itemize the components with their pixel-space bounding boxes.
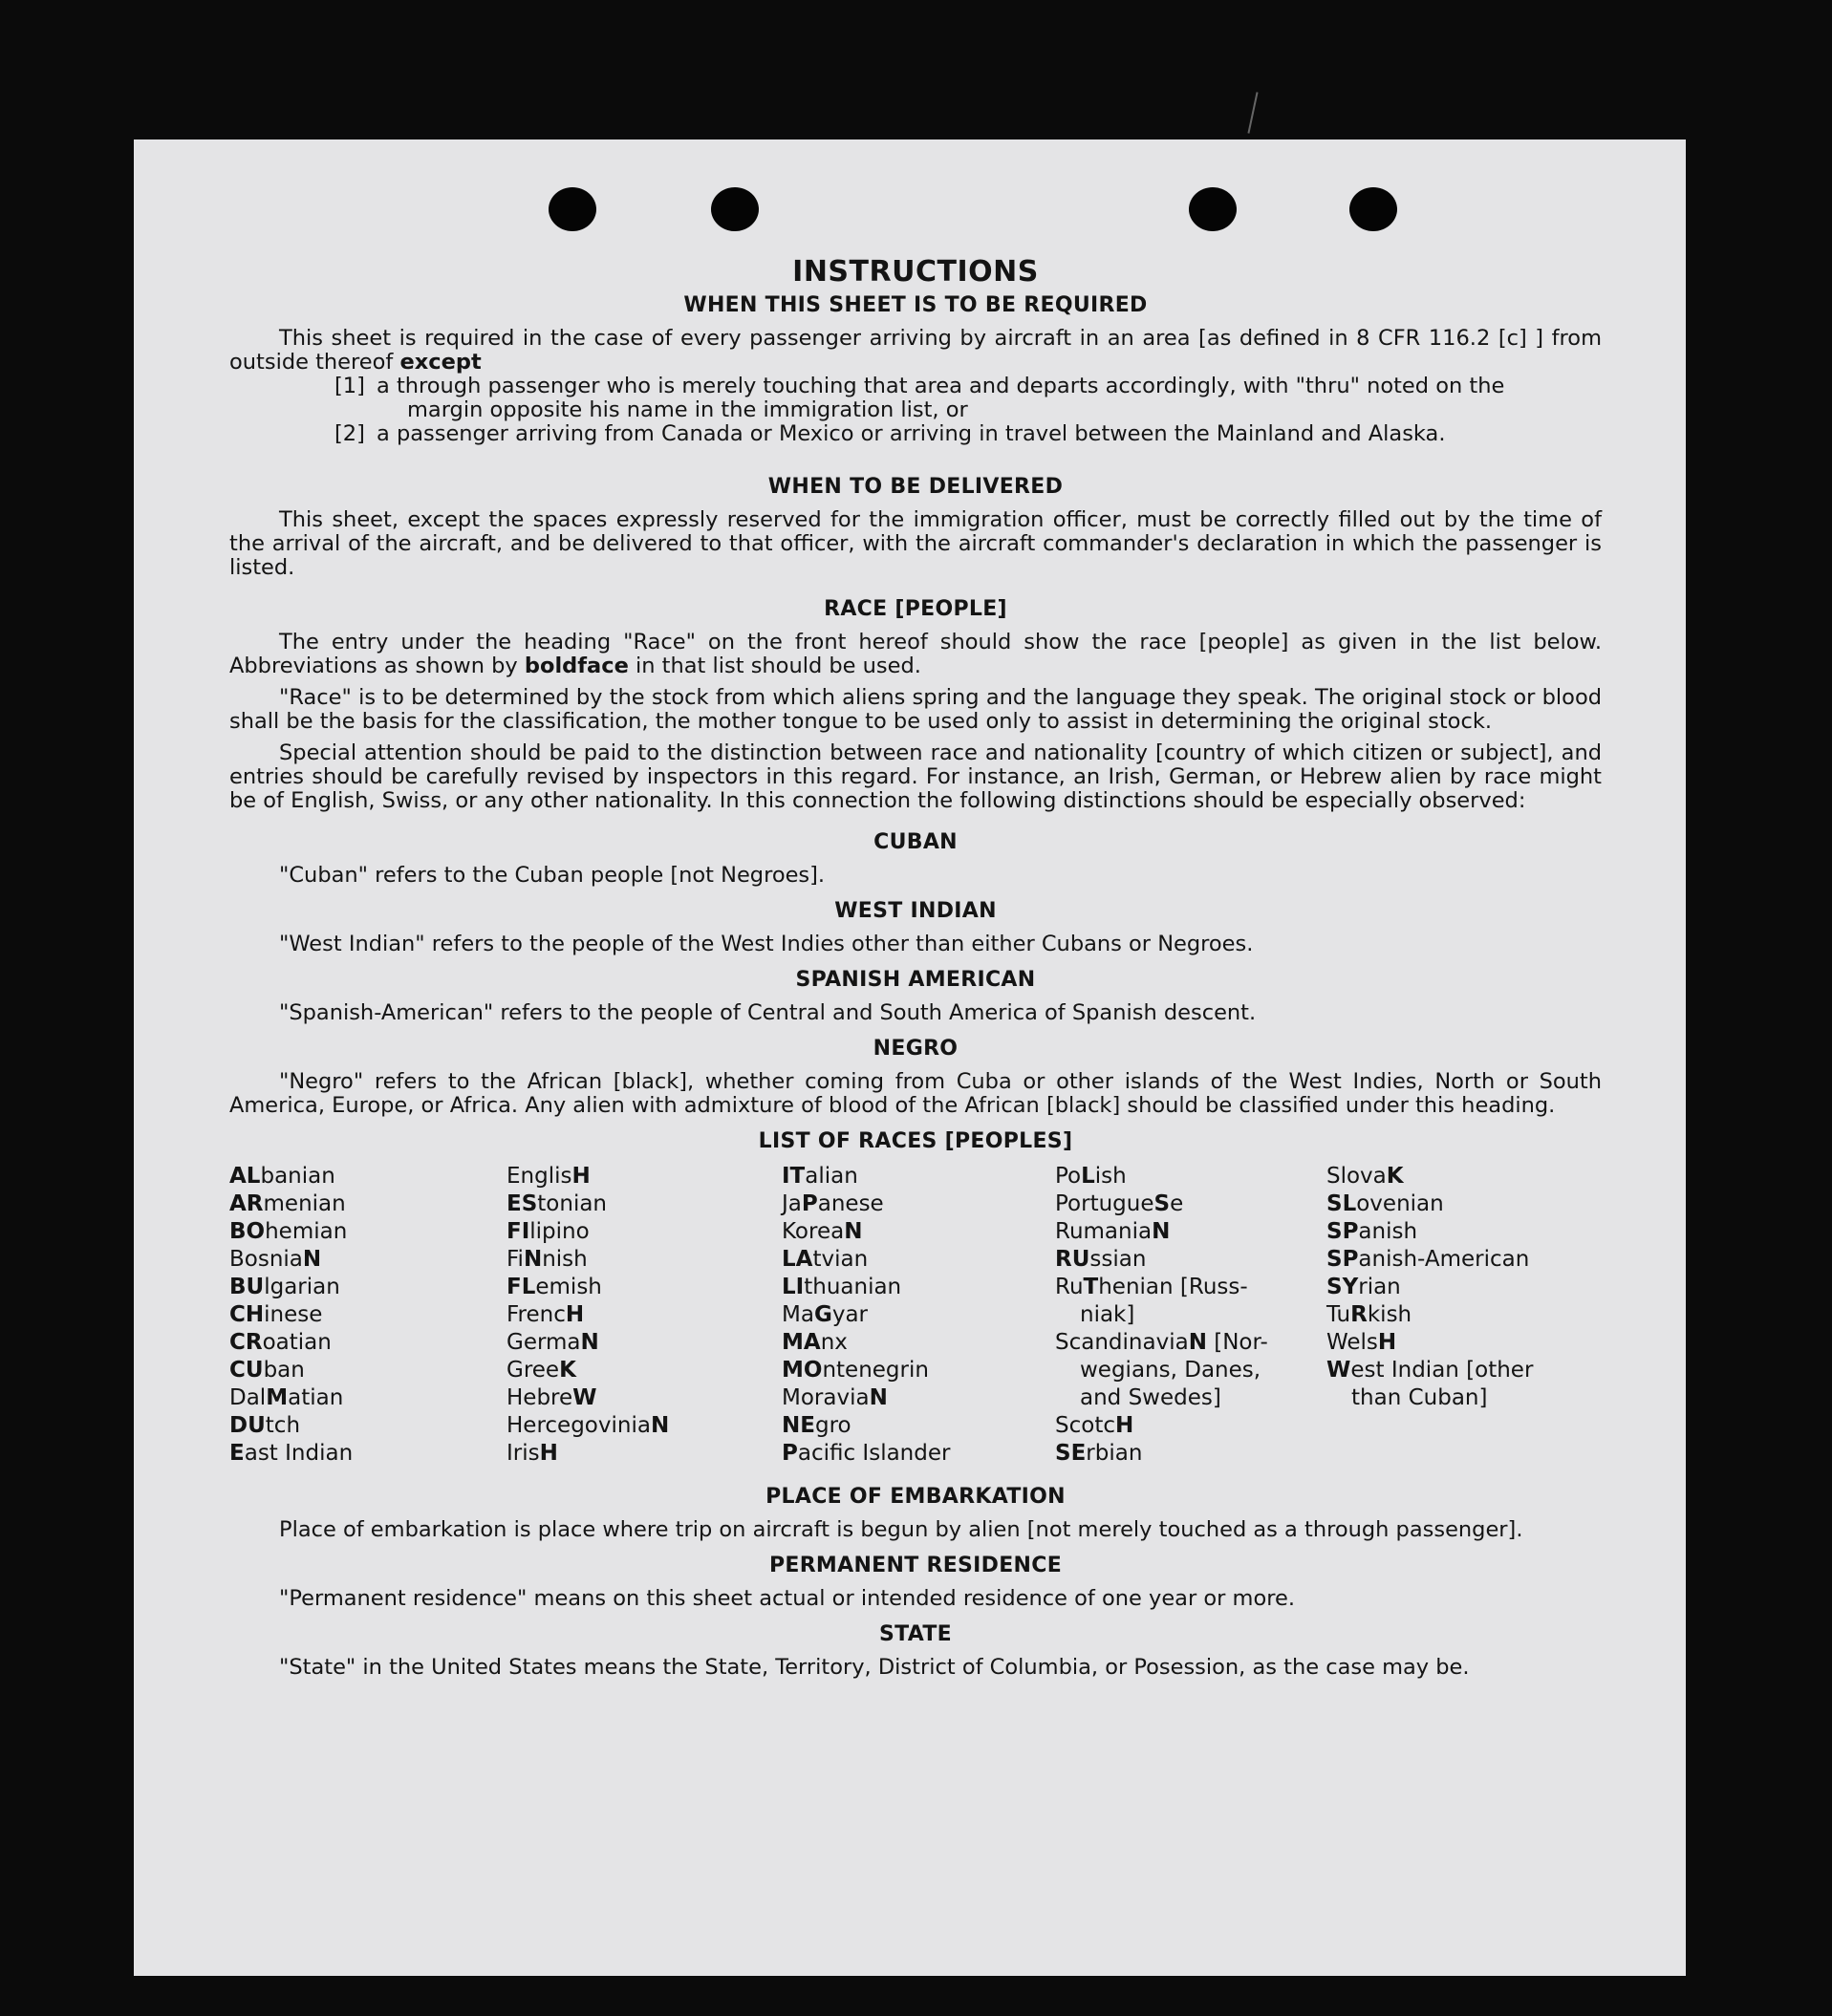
race-entry bbox=[1055, 1440, 1326, 1468]
race-entry bbox=[506, 1218, 782, 1246]
race-abbreviation: LI bbox=[782, 1275, 805, 1299]
race-name-text: anish-American bbox=[1358, 1247, 1530, 1272]
race-entry bbox=[1326, 1329, 1575, 1357]
race-name-text: lipino bbox=[529, 1219, 590, 1244]
race-entry bbox=[506, 1329, 782, 1357]
race-name-text: and Swedes] bbox=[1080, 1385, 1221, 1410]
race-name-text: Fi bbox=[506, 1247, 524, 1272]
race-name-text: hemian bbox=[265, 1219, 348, 1244]
race-entry bbox=[506, 1384, 782, 1412]
race-abbreviation: S bbox=[1153, 1191, 1171, 1216]
race-entry bbox=[1326, 1246, 1575, 1274]
race-name-text: than Cuban] bbox=[1351, 1385, 1488, 1410]
when-required-intro bbox=[229, 327, 1602, 375]
race-name-text: tonian bbox=[537, 1191, 608, 1216]
race-entry bbox=[229, 1274, 506, 1301]
intro-text: This sheet is required in the case of every passenger arriving by aircraft in an area [as defined in 8 CFR 116.2 [c] ] from outside thereof bbox=[229, 326, 1602, 375]
race-entry bbox=[1326, 1301, 1575, 1329]
race-abbreviation: N bbox=[580, 1330, 599, 1355]
race-name-text: anish bbox=[1358, 1219, 1418, 1244]
race-abbreviation: N bbox=[523, 1247, 543, 1272]
race-name-text: banian bbox=[260, 1164, 335, 1189]
state-text: "State" in the United States means the State, Territory, District of Columbia, or Posession, as the case may be. bbox=[279, 1655, 1470, 1680]
race-column-4 bbox=[1055, 1163, 1326, 1468]
item-text-continuation: margin opposite his name in the immigration list, or bbox=[407, 397, 968, 422]
race-entry bbox=[1055, 1384, 1326, 1412]
race-paragraph-2: "Race" is to be determined by the stock from which aliens spring and the language they speak. The original stock or blood shall be the basis for the classification, the mother tongue to be used only to assist in determining the original stock. bbox=[229, 685, 1602, 734]
page-title: INSTRUCTIONS bbox=[792, 255, 1039, 289]
race-entry bbox=[1326, 1218, 1575, 1246]
race-entry bbox=[1055, 1301, 1326, 1329]
race-entry bbox=[506, 1440, 782, 1468]
race-entry bbox=[506, 1274, 782, 1301]
race-abbreviation: MO bbox=[782, 1358, 823, 1383]
race-name-text: niak] bbox=[1080, 1302, 1135, 1327]
race-abbreviation: N bbox=[844, 1219, 863, 1244]
binder-hole bbox=[1189, 187, 1237, 231]
section-heading-residence: PERMANENT RESIDENCE bbox=[768, 1554, 1063, 1577]
race-abbreviation: NE bbox=[782, 1413, 815, 1438]
race-name-text: wegians, Danes, bbox=[1080, 1358, 1261, 1383]
race-entry bbox=[782, 1384, 1055, 1412]
race-name-text: Moravia bbox=[782, 1385, 870, 1410]
race-name-text: [Nor- bbox=[1206, 1330, 1268, 1355]
race-name-text: Ja bbox=[782, 1191, 802, 1216]
race-name-text: Hercegovinia bbox=[506, 1413, 651, 1438]
race-entry bbox=[782, 1190, 1055, 1218]
race-abbreviation: P bbox=[801, 1191, 818, 1216]
cuban-text: "Cuban" refers to the Cuban people [not Negroes]. bbox=[279, 863, 826, 888]
race-name-text: rbian bbox=[1086, 1441, 1143, 1466]
item-text: a passenger arriving from Canada or Mexico or arriving in travel between the Mainland and Alaska. bbox=[377, 421, 1446, 446]
race-entry bbox=[229, 1301, 506, 1329]
race-name-text: Wels bbox=[1326, 1330, 1378, 1355]
race-entry bbox=[1055, 1218, 1326, 1246]
instruction-sheet bbox=[134, 139, 1686, 1976]
race-name-text: Po bbox=[1055, 1164, 1082, 1189]
race-abbreviation: FL bbox=[506, 1275, 536, 1299]
race-entry bbox=[782, 1218, 1055, 1246]
race-name-text: gro bbox=[814, 1413, 851, 1438]
race-column-5 bbox=[1326, 1163, 1575, 1468]
race-name-text: Portugue bbox=[1055, 1191, 1154, 1216]
race-entry bbox=[506, 1357, 782, 1384]
section-heading-negro: NEGRO bbox=[873, 1037, 959, 1061]
race-name-text: ntenegrin bbox=[822, 1358, 929, 1383]
race-name-text: Scandinavia bbox=[1055, 1330, 1189, 1355]
race-name-text: alian bbox=[805, 1164, 858, 1189]
race-abbreviation: SL bbox=[1326, 1191, 1357, 1216]
race-abbreviation: IT bbox=[782, 1164, 806, 1189]
race-name-text: Bosnia bbox=[229, 1247, 303, 1272]
race-name-text: ovenian bbox=[1356, 1191, 1444, 1216]
race-abbreviation: N bbox=[302, 1247, 322, 1272]
race-entry bbox=[782, 1274, 1055, 1301]
race-entry bbox=[1326, 1163, 1575, 1190]
race-name-text: ssian bbox=[1089, 1247, 1147, 1272]
race-abbreviation: H bbox=[571, 1164, 591, 1189]
negro-text: "Negro" refers to the African [black], whether coming from Cuba or other islands of the West Indies, North or South America, Europe, or Africa. Any alien with admixture of blood of the African [black] should be classified under this heading. bbox=[229, 1069, 1602, 1118]
binder-hole bbox=[549, 187, 596, 231]
race-name-text: Ma bbox=[782, 1302, 814, 1327]
section-heading-spanish-american: SPANISH AMERICAN bbox=[795, 968, 1036, 992]
race-name-text: anese bbox=[817, 1191, 884, 1216]
race-name-text: ban bbox=[263, 1358, 305, 1383]
race-abbreviation: SP bbox=[1326, 1219, 1359, 1244]
except-bold: except bbox=[399, 350, 482, 375]
section-heading-list-of-races: LIST OF RACES [PEOPLES] bbox=[758, 1129, 1073, 1153]
race-p1-text-end: in that list should be used. bbox=[635, 654, 921, 678]
race-column-2 bbox=[506, 1163, 782, 1468]
race-name-text: henian [Russ- bbox=[1098, 1275, 1248, 1299]
item-number: [2] bbox=[334, 421, 365, 446]
race-list bbox=[229, 1163, 1602, 1468]
spanish-american-text: "Spanish-American" refers to the people of Central and South America of Spanish descent. bbox=[279, 1000, 1257, 1025]
race-name-text: nx bbox=[820, 1330, 848, 1355]
race-entry bbox=[229, 1412, 506, 1440]
section-heading-embarkation: PLACE OF EMBARKATION bbox=[765, 1485, 1066, 1509]
race-abbreviation: W bbox=[1326, 1358, 1351, 1383]
race-abbreviation: P bbox=[782, 1441, 798, 1466]
race-name-text: Ru bbox=[1055, 1275, 1084, 1299]
race-p1-text: The entry under the heading "Race" on the front hereof should show the race [people] as given in the list below. Abbreviations as shown by bbox=[229, 630, 1602, 678]
race-entry bbox=[782, 1163, 1055, 1190]
race-name-text: menian bbox=[263, 1191, 346, 1216]
section-heading-west-indian: WEST INDIAN bbox=[834, 899, 997, 923]
residence-text: "Permanent residence" means on this sheet actual or intended residence of one year or more. bbox=[279, 1586, 1295, 1611]
race-abbreviation: ES bbox=[506, 1191, 538, 1216]
race-entry bbox=[782, 1329, 1055, 1357]
race-entry bbox=[1055, 1412, 1326, 1440]
race-abbreviation: N bbox=[1188, 1330, 1207, 1355]
race-name-text: e bbox=[1170, 1191, 1184, 1216]
race-abbreviation: W bbox=[572, 1385, 597, 1410]
binder-hole bbox=[711, 187, 759, 231]
race-entry bbox=[782, 1440, 1055, 1468]
race-paragraph-1 bbox=[229, 631, 1602, 678]
race-entry bbox=[782, 1301, 1055, 1329]
race-entry bbox=[1326, 1384, 1575, 1412]
race-entry bbox=[229, 1163, 506, 1190]
race-abbreviation: E bbox=[229, 1441, 245, 1466]
race-name-text: Gree bbox=[506, 1358, 560, 1383]
section-heading-state: STATE bbox=[879, 1622, 952, 1646]
race-entry bbox=[1055, 1357, 1326, 1384]
embarkation-text: Place of embarkation is place where trip on aircraft is begun by alien [not merely touched as a through passenger]. bbox=[279, 1517, 1523, 1542]
race-name-text: Englis bbox=[506, 1164, 572, 1189]
race-paragraph-3: Special attention should be paid to the distinction between race and nationality [country of which citizen or subject], and entries should be carefully revised by inspectors in this regard. For instance, an Irish, German, or Hebrew alien by race might be of English, Swiss, or any other nationality. In this connection the following distinctions should be especially observed: bbox=[229, 740, 1602, 813]
race-name-text: Dal bbox=[229, 1385, 267, 1410]
race-entry bbox=[506, 1190, 782, 1218]
race-entry bbox=[1055, 1246, 1326, 1274]
race-abbreviation: CR bbox=[229, 1330, 263, 1355]
race-abbreviation: H bbox=[539, 1441, 558, 1466]
race-name-text: acific Islander bbox=[797, 1441, 951, 1466]
race-entry bbox=[1326, 1274, 1575, 1301]
race-entry bbox=[1326, 1190, 1575, 1218]
race-entry bbox=[782, 1357, 1055, 1384]
race-entry bbox=[506, 1246, 782, 1274]
race-name-text: nish bbox=[542, 1247, 588, 1272]
race-abbreviation: BU bbox=[229, 1275, 265, 1299]
race-name-text: Iris bbox=[506, 1441, 540, 1466]
race-abbreviation: SP bbox=[1326, 1247, 1359, 1272]
race-name-text: Rumania bbox=[1055, 1219, 1153, 1244]
race-abbreviation: CU bbox=[229, 1358, 264, 1383]
race-name-text: oatian bbox=[262, 1330, 332, 1355]
race-name-text: Germa bbox=[506, 1330, 581, 1355]
exception-item-2 bbox=[334, 422, 1602, 446]
section-heading-when-delivered: WHEN TO BE DELIVERED bbox=[767, 475, 1064, 499]
race-entry bbox=[229, 1329, 506, 1357]
race-name-text: Korea bbox=[782, 1219, 845, 1244]
race-name-text: ish bbox=[1094, 1164, 1127, 1189]
race-entry bbox=[1055, 1163, 1326, 1190]
race-name-text: emish bbox=[535, 1275, 602, 1299]
race-name-text: Hebre bbox=[506, 1385, 573, 1410]
race-entry bbox=[506, 1301, 782, 1329]
item-text-line: a through passenger who is merely touching that area and departs accordingly, with "thru" noted on the bbox=[377, 374, 1505, 398]
race-entry bbox=[229, 1440, 506, 1468]
race-name-text: rian bbox=[1358, 1275, 1401, 1299]
section-heading-cuban: CUBAN bbox=[873, 830, 958, 854]
race-abbreviation: H bbox=[1114, 1413, 1134, 1438]
race-entry bbox=[506, 1163, 782, 1190]
race-name-text: kish bbox=[1367, 1302, 1412, 1327]
race-name-text: tvian bbox=[812, 1247, 869, 1272]
race-column-3 bbox=[782, 1163, 1055, 1468]
race-abbreviation: G bbox=[813, 1302, 832, 1327]
race-abbreviation: AL bbox=[229, 1164, 261, 1189]
race-entry bbox=[1055, 1329, 1326, 1357]
race-abbreviation: K bbox=[1386, 1164, 1404, 1189]
instructions-body bbox=[229, 255, 1602, 1680]
race-name-text: lgarian bbox=[264, 1275, 340, 1299]
race-abbreviation: L bbox=[1081, 1164, 1095, 1189]
section-heading-race: RACE [PEOPLE] bbox=[824, 597, 1007, 621]
item-text bbox=[377, 375, 1602, 422]
race-entry bbox=[229, 1357, 506, 1384]
section-heading-when-required: WHEN THIS SHEET IS TO BE REQUIRED bbox=[683, 293, 1148, 317]
race-abbreviation: H bbox=[1377, 1330, 1397, 1355]
race-abbreviation: MA bbox=[782, 1330, 821, 1355]
race-abbreviation: SY bbox=[1326, 1275, 1359, 1299]
race-abbreviation: N bbox=[650, 1413, 670, 1438]
race-name-text: Tu bbox=[1326, 1302, 1351, 1327]
race-abbreviation: CH bbox=[229, 1302, 265, 1327]
race-abbreviation: K bbox=[559, 1358, 576, 1383]
race-entry bbox=[229, 1246, 506, 1274]
race-abbreviation: R bbox=[1350, 1302, 1368, 1327]
race-name-text: inese bbox=[264, 1302, 323, 1327]
race-name-text: ast Indian bbox=[244, 1441, 354, 1466]
race-entry bbox=[782, 1246, 1055, 1274]
race-abbreviation: FI bbox=[506, 1219, 530, 1244]
race-abbreviation: T bbox=[1083, 1275, 1099, 1299]
exception-item-1 bbox=[334, 375, 1602, 422]
item-number: [1] bbox=[334, 374, 365, 398]
race-name-text: Scotc bbox=[1055, 1413, 1115, 1438]
race-entry bbox=[1326, 1357, 1575, 1384]
race-abbreviation: H bbox=[565, 1302, 585, 1327]
race-name-text: yar bbox=[831, 1302, 869, 1327]
race-entry bbox=[782, 1412, 1055, 1440]
race-entry bbox=[229, 1384, 506, 1412]
race-abbreviation: DU bbox=[229, 1413, 266, 1438]
race-name-text: est Indian [other bbox=[1350, 1358, 1534, 1383]
race-abbreviation: LA bbox=[782, 1247, 813, 1272]
west-indian-text: "West Indian" refers to the people of the West Indies other than either Cubans or Negroes. bbox=[279, 932, 1254, 956]
race-abbreviation: SE bbox=[1055, 1441, 1087, 1466]
race-name-text: thuanian bbox=[804, 1275, 902, 1299]
race-entry bbox=[229, 1190, 506, 1218]
race-name-text: Slova bbox=[1326, 1164, 1387, 1189]
race-abbreviation: RU bbox=[1055, 1247, 1090, 1272]
race-column-1 bbox=[229, 1163, 506, 1468]
race-abbreviation: BO bbox=[229, 1219, 266, 1244]
race-entry bbox=[229, 1218, 506, 1246]
race-entry bbox=[1055, 1190, 1326, 1218]
race-abbreviation: N bbox=[869, 1385, 888, 1410]
race-entry bbox=[506, 1412, 782, 1440]
boldface-word: boldface bbox=[524, 654, 629, 678]
race-abbreviation: AR bbox=[229, 1191, 264, 1216]
race-name-text: Frenc bbox=[506, 1302, 566, 1327]
race-abbreviation: N bbox=[1152, 1219, 1171, 1244]
when-delivered-text: This sheet, except the spaces expressly reserved for the immigration officer, must be correctly filled out by the time of the arrival of the aircraft, and be delivered to that officer, with the aircraft commander's declaration in which the passenger is listed. bbox=[229, 507, 1602, 580]
race-name-text: tch bbox=[265, 1413, 301, 1438]
race-entry bbox=[1055, 1274, 1326, 1301]
race-name-text: atian bbox=[288, 1385, 344, 1410]
race-abbreviation: M bbox=[266, 1385, 289, 1410]
binder-hole bbox=[1349, 187, 1397, 231]
pencil-mark bbox=[1247, 92, 1258, 133]
